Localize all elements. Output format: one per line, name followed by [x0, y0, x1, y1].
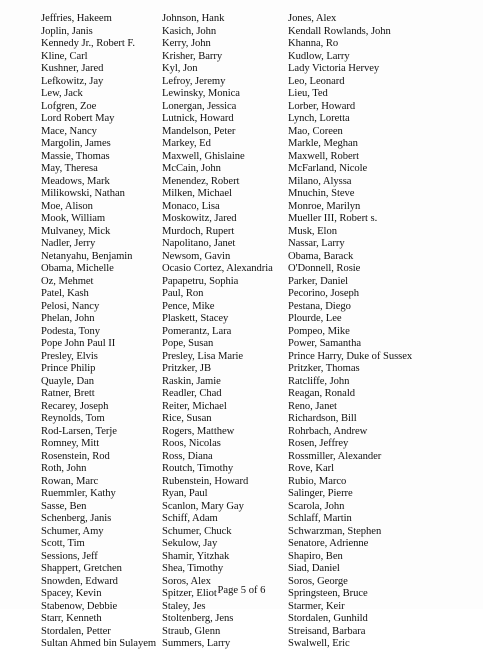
name-entry: Recarey, Joseph	[41, 400, 109, 412]
name-entry: Rogers, Matthew	[162, 425, 235, 437]
name-entry: Moskowitz, Jared	[162, 213, 237, 224]
name-entry: Scott, Tim	[41, 538, 85, 549]
name-entry: Ryan, Paul	[162, 488, 208, 499]
name-entry: Lorber, Howard	[288, 100, 356, 112]
name-entry: Nadler, Jerry	[41, 238, 96, 249]
name-entry: Jones, Alex	[288, 13, 337, 24]
name-entry: Schenberg, Janis	[41, 513, 112, 524]
name-entry: Rubio, Marco	[288, 475, 347, 487]
name-entry: Krisher, Barry	[162, 50, 223, 62]
name-entry: Mandelson, Peter	[162, 125, 236, 137]
name-entry: Pestana, Diego	[288, 300, 351, 312]
name-entry: Kushner, Jared	[41, 63, 104, 74]
name-entry: Streisand, Barbara	[288, 625, 366, 637]
page-number: Page 5 of 6	[217, 585, 266, 596]
name-entry: Stoltenberg, Jens	[162, 613, 234, 624]
name-entry: Mao, Coreen	[288, 125, 343, 137]
name-entry: Milikowski, Nathan	[41, 188, 125, 199]
name-entry: Snowden, Edward	[41, 575, 118, 587]
name-column-3	[288, 13, 412, 651]
name-entry: Podesta, Tony	[41, 325, 101, 337]
name-entry: Salinger, Pierre	[288, 488, 353, 499]
name-entry: Nassar, Larry	[288, 238, 345, 249]
name-entry: Stabenow, Debbie	[41, 600, 118, 612]
name-entry: Shamir, Yitzhak	[162, 550, 230, 562]
name-entry: Lonergan, Jessica	[162, 100, 237, 112]
name-entry: Prince Harry, Duke of Sussex	[288, 350, 413, 362]
name-entry: Rod-Larsen, Terje	[41, 425, 117, 437]
name-entry: McCain, John	[162, 163, 221, 174]
name-entry: Meadows, Mark	[41, 175, 110, 187]
name-entry: Rossmiller, Alexander	[288, 450, 382, 462]
name-entry: Johnson, Hank	[162, 13, 225, 24]
name-entry: O'Donnell, Rosie	[288, 263, 361, 274]
name-entry: Rosen, Jeffrey	[288, 438, 349, 449]
name-entry: Margolin, James	[41, 138, 111, 149]
name-entry: Springsteen, Bruce	[288, 588, 368, 599]
name-entry: Roos, Nicolas	[162, 438, 221, 449]
name-entry: Staley, Jes	[162, 600, 206, 612]
name-entry: Pomerantz, Lara	[162, 325, 232, 337]
name-entry: Mulvaney, Mick	[41, 225, 111, 237]
name-entry: Pope, Susan	[162, 338, 214, 349]
name-entry: Reiter, Michael	[162, 400, 227, 412]
name-entry: Starmer, Keir	[288, 600, 345, 612]
name-entry: Lewinsky, Monica	[162, 88, 240, 99]
name-entry: Lefroy, Jeremy	[162, 75, 226, 87]
name-entry: Lord Robert May	[41, 113, 115, 124]
name-entry: Soros, Alex	[162, 575, 211, 587]
name-entry: Schumer, Amy	[41, 525, 104, 537]
name-entry: Papapetru, Sophia	[162, 275, 239, 287]
name-entry: Parker, Daniel	[288, 275, 349, 287]
name-entry: Prince Philip	[41, 363, 96, 374]
name-entry: Kennedy Jr., Robert F.	[41, 38, 135, 49]
name-entry: Patel, Kash	[41, 288, 89, 299]
name-entry: Shea, Timothy	[162, 563, 224, 574]
name-entry: Presley, Elvis	[41, 350, 98, 362]
name-column-2	[162, 13, 273, 651]
name-entry: Plaskett, Stacey	[162, 313, 229, 324]
name-entry: Pope John Paul II	[41, 338, 116, 349]
name-column-1	[41, 13, 156, 651]
name-entry: Pompeo, Mike	[288, 325, 350, 337]
name-entry: Leo, Leonard	[288, 75, 345, 87]
name-entry: Shappert, Gretchen	[41, 563, 122, 574]
name-entry: Rosenstein, Rod	[41, 450, 110, 462]
name-entry: Oz, Mehmet	[41, 275, 94, 287]
name-entry: Milano, Alyssa	[288, 175, 352, 187]
name-entry: Sultan Ahmed bin Sulayem	[41, 638, 157, 649]
name-entry: Jeffries, Hakeem	[41, 13, 112, 24]
name-entry: Newsom, Gavin	[162, 250, 231, 262]
name-entry: Ratner, Brett	[41, 388, 95, 399]
name-entry: Musk, Elon	[288, 225, 337, 237]
name-entry: Moe, Alison	[41, 200, 93, 212]
name-entry: Maxwell, Robert	[288, 150, 360, 162]
name-entry: Power, Samantha	[288, 338, 361, 349]
name-entry: Schwarzman, Stephen	[288, 525, 382, 537]
name-entry: Pritzker, JB	[162, 363, 211, 374]
name-entry: Starr, Kenneth	[41, 613, 102, 624]
name-entry: Schiff, Adam	[162, 513, 218, 524]
name-entry: Lofgren, Zoe	[41, 100, 97, 112]
name-entry: Schumer, Chuck	[162, 525, 232, 537]
name-entry: Plourde, Lee	[288, 313, 342, 324]
name-entry: Schlaff, Martin	[288, 513, 352, 524]
name-entry: Ruemmler, Kathy	[41, 488, 116, 499]
name-entry: Siad, Daniel	[288, 563, 340, 574]
name-entry: Sekulow, Jay	[162, 538, 218, 549]
name-entry: Khanna, Ro	[288, 38, 339, 49]
name-entry: Rubenstein, Howard	[162, 475, 249, 487]
name-entry: Pecorino, Joseph	[288, 288, 359, 299]
name-entry: Stordalen, Petter	[41, 625, 111, 637]
name-entry: Lieu, Ted	[288, 88, 328, 99]
name-entry: Monroe, Marilyn	[288, 200, 361, 212]
name-entry: Ross, Diana	[162, 450, 213, 462]
name-entry: Paul, Ron	[162, 288, 204, 299]
name-entry: Mook, William	[41, 213, 106, 224]
name-entry: Obama, Barack	[288, 250, 354, 262]
name-entry: Lynch, Loretta	[288, 113, 350, 124]
name-entry: Kerry, John	[162, 38, 211, 49]
name-entry: Napolitano, Janet	[162, 238, 236, 249]
name-entry: Rowan, Marc	[41, 475, 99, 487]
name-entry: Joplin, Janis	[41, 25, 93, 37]
name-entry: Sasse, Ben	[41, 500, 87, 512]
name-entry: Swalwell, Eric	[288, 638, 350, 649]
name-entry: Richardson, Bill	[288, 413, 357, 424]
name-entry: Presley, Lisa Marie	[162, 350, 244, 362]
name-entry: Rohrbach, Andrew	[288, 425, 368, 437]
name-entry: Straub, Glenn	[162, 625, 221, 637]
name-entry: Reagan, Ronald	[288, 388, 355, 399]
name-entry: Milken, Michael	[162, 188, 232, 199]
name-entry: Senatore, Adrienne	[288, 538, 369, 549]
name-entry: Kudlow, Larry	[288, 50, 350, 62]
name-entry: Spacey, Kevin	[41, 588, 102, 599]
name-entry: Soros, George	[288, 575, 348, 587]
name-entry: Reno, Janet	[288, 400, 337, 412]
name-entry: Sessions, Jeff	[41, 550, 98, 562]
name-entry: Monaco, Lisa	[162, 200, 220, 212]
name-entry: Murdoch, Rupert	[162, 225, 235, 237]
name-entry: Shapiro, Ben	[288, 550, 343, 562]
name-entry: Kasich, John	[162, 25, 217, 37]
name-entry: Scanlon, Mary Gay	[162, 500, 244, 512]
name-entry: Lady Victoria Hervey	[288, 63, 380, 74]
name-entry: Netanyahu, Benjamin	[41, 250, 133, 262]
name-entry: Scarola, John	[288, 500, 345, 512]
name-entry: Roth, John	[41, 463, 87, 474]
name-entry: Lefkowitz, Jay	[41, 75, 104, 87]
name-entry: Readler, Chad	[162, 388, 222, 399]
name-entry: Kyl, Jon	[162, 63, 198, 74]
name-entry: Phelan, John	[41, 313, 95, 324]
name-entry: Obama, Michelle	[41, 263, 114, 274]
name-entry: Mnuchin, Steve	[288, 188, 355, 199]
name-entry: Maxwell, Ghislaine	[162, 150, 245, 162]
name-entry: Pritzker, Thomas	[288, 363, 360, 374]
name-entry: Romney, Mitt	[41, 438, 100, 449]
name-entry: Massie, Thomas	[41, 150, 110, 162]
name-entry: Reynolds, Tom	[41, 413, 105, 424]
name-entry: Mace, Nancy	[41, 125, 97, 137]
name-entry: May, Theresa	[41, 163, 98, 174]
name-entry: Raskin, Jamie	[162, 375, 221, 387]
name-entry: Stordalen, Gunhild	[288, 613, 368, 624]
name-entry: McFarland, Nicole	[288, 163, 368, 174]
name-entry: Quayle, Dan	[41, 375, 94, 387]
name-entry: Markle, Meghan	[288, 138, 358, 149]
name-entry: Rice, Susan	[162, 413, 212, 424]
name-entry: Ocasio Cortez, Alexandria	[162, 263, 273, 274]
name-entry: Routch, Timothy	[162, 463, 234, 474]
name-entry: Menendez, Robert	[162, 175, 240, 187]
name-entry: Kline, Carl	[41, 50, 88, 62]
name-entry: Pence, Mike	[162, 300, 215, 312]
name-entry: Lew, Jack	[41, 88, 83, 99]
name-entry: Summers, Larry	[162, 638, 231, 649]
name-entry: Markey, Ed	[162, 138, 211, 149]
name-entry: Pelosi, Nancy	[41, 300, 100, 312]
name-entry: Rove, Karl	[288, 463, 334, 474]
name-entry: Spitzer, Eliot	[162, 588, 217, 599]
name-entry: Mueller III, Robert s.	[288, 213, 378, 224]
name-entry: Kendall Rowlands, John	[288, 25, 391, 37]
name-entry: Ratcliffe, John	[288, 375, 350, 387]
name-entry: Lutnick, Howard	[162, 113, 234, 124]
